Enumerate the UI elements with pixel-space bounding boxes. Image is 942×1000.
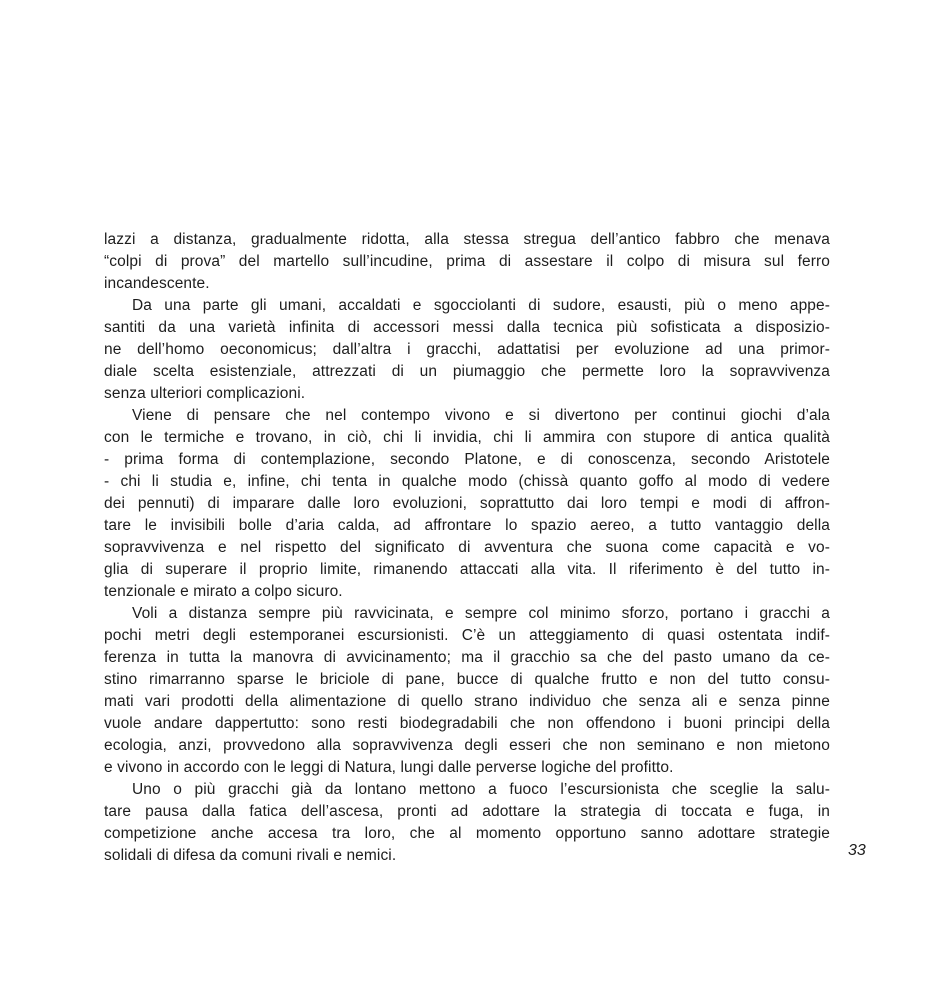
text-line: lazzi a distanza, gradualmente ridotta, alla stessa stregua dell’antico fabbro che menava bbox=[104, 231, 830, 248]
text-line: Viene di pensare che nel contempo vivono e si divertono per continui giochi d’ala bbox=[132, 407, 830, 424]
text-line: - chi li studia e, infine, chi tenta in qualche modo (chissà quanto goffo al modo di vedere bbox=[104, 473, 830, 490]
text-line: ecologia, anzi, provvedono alla sopravvivenza degli esseri che non seminano e non mietono bbox=[104, 737, 830, 754]
text-line: competizione anche accesa tra loro, che al momento opportuno sanno adottare strategie bbox=[104, 825, 830, 842]
text-line: tenzionale e mirato a colpo sicuro. bbox=[104, 583, 343, 600]
text-line: tare pausa dalla fatica dell’ascesa, pronti ad adottare la strategia di toccata e fuga, in bbox=[104, 803, 830, 820]
text-line: ferenza in tutta la manovra di avvicinamento; ma il gracchio sa che del pasto umano da ce- bbox=[104, 649, 830, 666]
text-line: glia di superare il proprio limite, rimanendo attaccati alla vita. Il riferimento è del tutto in- bbox=[104, 561, 830, 578]
text-line: e vivono in accordo con le leggi di Natura, lungi dalle perverse logiche del profitto. bbox=[104, 759, 674, 776]
text-line: Voli a distanza sempre più ravvicinata, e sempre col minimo sforzo, portano i gracchi a bbox=[132, 605, 830, 622]
text-line: dei pennuti) di imparare dalle loro evoluzioni, soprattutto dai loro tempi e modi di affron- bbox=[104, 495, 830, 512]
text-line: Da una parte gli umani, accaldati e sgocciolanti di sudore, esausti, più o meno appe- bbox=[132, 297, 830, 314]
body-text bbox=[104, 229, 830, 867]
text-line: con le termiche e trovano, in ciò, chi li invidia, chi li ammira con stupore di antica qualità bbox=[104, 429, 830, 446]
text-line: vuole andare dappertutto: sono resti biodegradabili che non offendono i buoni principi della bbox=[104, 715, 830, 732]
text-line: stino rimarranno sparse le briciole di pane, bucce di qualche frutto e non del tutto consu- bbox=[104, 671, 830, 688]
text-line: senza ulteriori complicazioni. bbox=[104, 385, 306, 402]
page-number: 33 bbox=[848, 842, 866, 859]
text-line: diale scelta esistenziale, attrezzati di un piumaggio che permette loro la sopravvivenza bbox=[104, 363, 830, 380]
text-line: mati vari prodotti della alimentazione di quello strano individuo che senza ali e senza pinne bbox=[104, 693, 830, 710]
text-line: ne dell’homo oeconomicus; dall’altra i gracchi, adattatisi per evoluzione ad una primor- bbox=[104, 341, 830, 358]
text-line: - prima forma di contemplazione, secondo Platone, e di conoscenza, secondo Aristotele bbox=[104, 451, 830, 468]
text-line: pochi metri degli estemporanei escursionisti. C’è un atteggiamento di quasi ostentata indif- bbox=[104, 627, 830, 644]
text-line: Uno o più gracchi già da lontano mettono a fuoco l’escursionista che sceglie la salu- bbox=[132, 781, 830, 798]
text-line: solidali di difesa da comuni rivali e nemici. bbox=[104, 847, 397, 864]
text-line: “colpi di prova” del martello sull’incudine, prima di assestare il colpo di misura sul ferro bbox=[104, 253, 830, 270]
text-line: sopravvivenza e nel rispetto del significato di avventura che suona come capacità e vo- bbox=[104, 539, 830, 556]
text-line: tare le invisibili bolle d’aria calda, ad affrontare lo spazio aereo, a tutto vantaggio della bbox=[104, 517, 830, 534]
text-line: santiti da una varietà infinita di accessori messi dalla tecnica più sofisticata a disposizio- bbox=[104, 319, 830, 336]
text-line: incandescente. bbox=[104, 275, 210, 292]
